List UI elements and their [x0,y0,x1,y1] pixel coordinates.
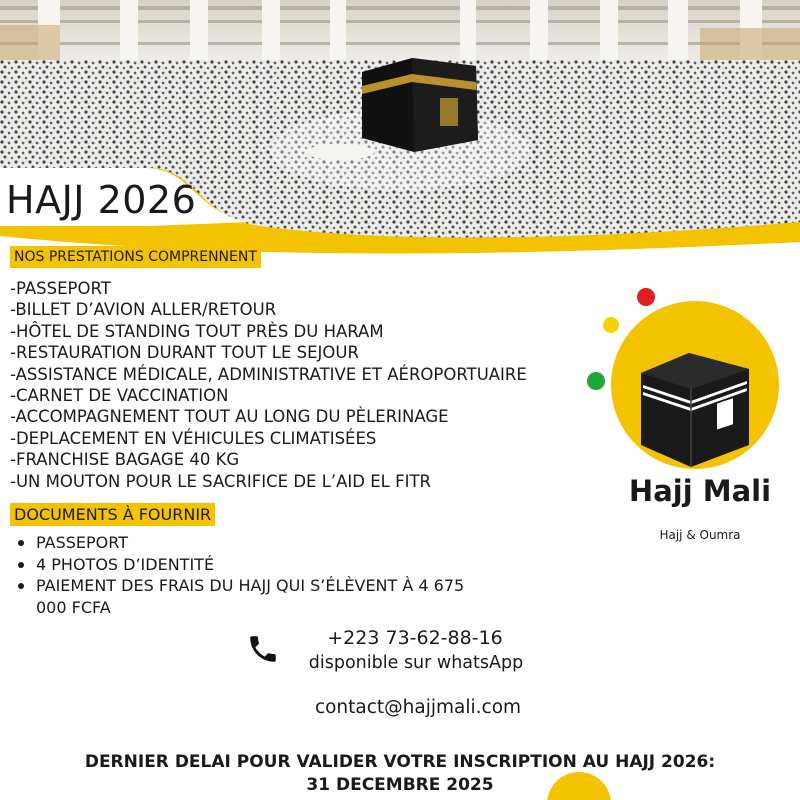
list-item: -RESTAURATION DURANT TOUT LE SEJOUR [10,343,359,363]
documents-list [16,532,486,618]
green-dot [587,372,605,390]
documents-heading: DOCUMENTS À FOURNIR [10,503,215,526]
email-link[interactable]: contact@hajjmali.com [314,697,522,718]
phone-number[interactable]: +223 73-62-88-16 [327,627,503,649]
list-item: -ACCOMPAGNEMENT TOUT AU LONG DU PÈLERINAGE [10,407,449,427]
hajj-mali-logo [583,285,793,550]
phone-icon [246,632,280,666]
list-item: -UN MOUTON POUR LE SACRIFICE DE L’AID EL FITR [10,471,432,491]
list-item: PASSEPORT [16,532,486,554]
deadline-date: 31 DECEMBRE 2025 [306,775,494,795]
yellow-dot [603,317,619,333]
logo-tagline: Hajj & Oumra [659,528,741,542]
list-item: -FRANCHISE BAGAGE 40 KG [10,450,240,470]
page-title: HAJJ 2026 [6,178,197,222]
kaaba-icon [641,353,749,467]
list-item: -BILLET D’AVION ALLER/RETOUR [10,300,277,320]
whatsapp-note: disponible sur whatsApp [308,653,524,673]
list-item: -DEPLACEMENT EN VÉHICULES CLIMATISÉES [10,428,377,448]
list-item: PAIEMENT DES FRAIS DU HAJJ QUI S’ÉLÈVENT À 4 675 000 FCFA [16,575,486,618]
deadline-line-1: DERNIER DELAI POUR VALIDER VOTRE INSCRIPTION AU HAJJ 2026: [84,752,716,772]
list-item: -HÔTEL DE STANDING TOUT PRÈS DU HARAM [10,321,384,341]
red-dot [637,288,655,306]
services-heading: NOS PRESTATIONS COMPRENNENT [10,246,261,268]
list-item: -PASSEPORT [10,279,111,298]
list-item: -CARNET DE VACCINATION [10,386,229,406]
list-item: 4 PHOTOS D’IDENTITÉ [16,554,486,576]
logo-title: Hajj Mali [628,474,772,508]
services-list [10,278,527,492]
list-item: -ASSISTANCE MÉDICALE, ADMINISTRATIVE ET AÉROPORTUAIRE [10,364,527,384]
